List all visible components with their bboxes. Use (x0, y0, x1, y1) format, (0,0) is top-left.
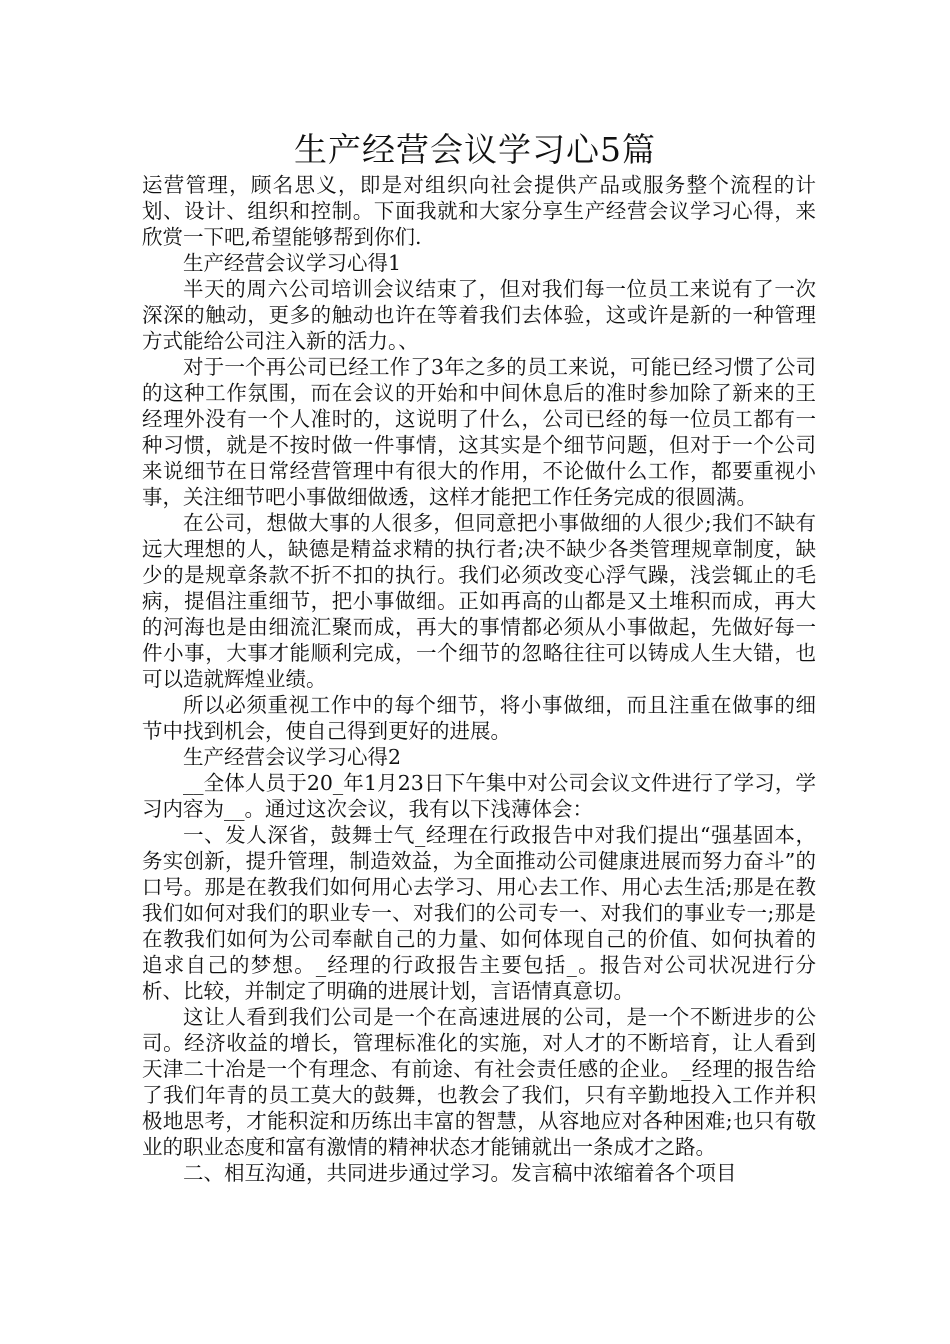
section-heading-1: 生产经营会议学习心得1 (183, 251, 402, 275)
document-title: 生产经营会议学习心5篇 (294, 130, 656, 169)
intro-paragraph: 运营管理，顾名思义，即是对组织向社会提供产品或服务整个流程的计划、设计、组织和控制。下面我就和大家分享生产经营会议学习心得，来欣赏一下吧,希望能够帮到你们. (142, 173, 816, 249)
paragraph: __全体人员于20_年1月23日下午集中对公司会议文件进行了学习，学习内容为__。通过这次会议，我有以下浅薄体会： (142, 771, 816, 821)
paragraph: 一、发人深省，鼓舞士气_经理在行政报告中对我们提出“强基固本，务实创新，提升管理，制造效益，为全面推动公司健康进展而努力奋斗”的口号。那是在教我们如何用心去学习、用心去工作、用心去生活;那是在教我们如何对我们的职业专一、对我们的公司专一、对我们的事业专一;那是在教我们如何为公司奉献自己的力量、如何体现自己的价值、如何执着的追求自己的梦想。_经理的行政报告主要包括_。报告对公司状况进行分析、比较，并制定了明确的进展计划，言语情真意切。 (142, 823, 816, 1003)
paragraph: 所以必须重视工作中的每个细节，将小事做细，而且注重在做事的细节中找到机会，使自己得到更好的进展。 (142, 693, 816, 743)
document-body (142, 172, 816, 1186)
paragraph: 对于一个再公司已经工作了3年之多的员工来说，可能已经习惯了公司的这种工作氛围，而在会议的开始和中间休息后的准时参加除了新来的王经理外没有一个人准时的，这说明了什么，公司已经的每一位员工都有一种习惯，就是不按时做一件事情，这其实是个细节问题，但对于一个公司来说细节在日常经营管理中有很大的作用，不论做什么工作，都要重视小事，关注细节吧小事做细做透，这样才能把工作任务完成的很圆满。 (142, 355, 816, 509)
paragraph: 半天的周六公司培训会议结束了，但对我们每一位员工来说有了一次深深的触动，更多的触动也许在等着我们去体验，这或许是新的一种管理方式能给公司注入新的活力。、 (142, 277, 816, 353)
paragraph: 二、相互沟通，共同进步通过学习。发言稿中浓缩着各个项目 (183, 1161, 737, 1185)
paragraph: 这让人看到我们公司是一个在高速进展的公司，是一个不断进步的公司。经济收益的增长，管理标准化的实施，对人才的不断培育，让人看到天津二十冶是一个有理念、有前途、有社会责任感的企业。_经理的报告给了我们年青的员工莫大的鼓舞，也教会了我们，只有辛勤地投入工作并积极地思考，才能积淀和历练出丰富的智慧，从容地应对各种困难;也只有敬业的职业态度和富有激情的精神状态才能铺就出一条成才之路。 (142, 1005, 816, 1159)
paragraph: 在公司，想做大事的人很多，但同意把小事做细的人很少;我们不缺有远大理想的人，缺德是精益求精的执行者;决不缺少各类管理规章制度，缺少的是规章条款不折不扣的执行。我们必须改变心浮气躁，浅尝辄止的毛病，提倡注重细节，把小事做细。正如再高的山都是又土堆积而成，再大的河海也是由细流汇聚而成，再大的事情都必须从小事做起，先做好每一件小事，大事才能顺利完成，一个细节的忽略往往可以铸成人生大错，也可以造就辉煌业绩。 (142, 511, 816, 691)
section-heading-2: 生产经营会议学习心得2 (183, 745, 402, 769)
